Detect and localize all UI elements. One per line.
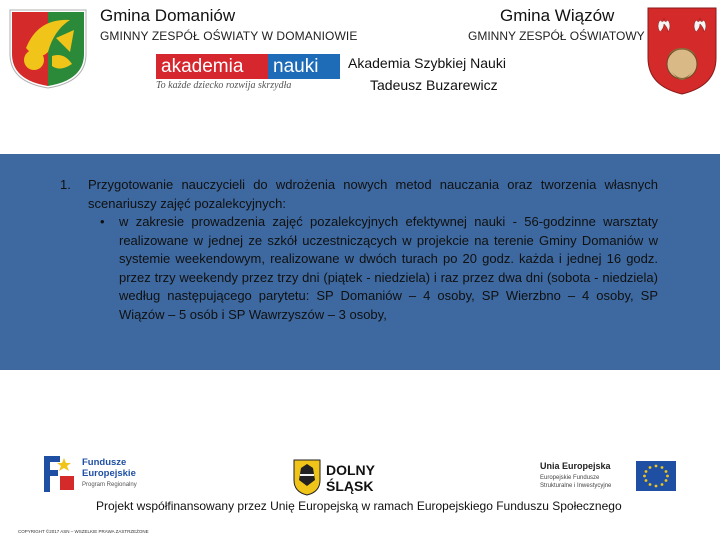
academy-author: Tadeusz Buzarewicz [370,77,498,93]
ds-line1: DOLNY [326,462,375,478]
bullet-item [88,213,658,324]
academy-title: Akademia Szybkiej Nauki [348,55,506,71]
fe-star-mark-icon [44,456,74,492]
logo-tagline: To każde dziecko rozwija skrzydła [156,80,292,91]
list-item-text: Przygotowanie nauczycieli do wdrożenia nowych metod nauczania oraz tworzenia własnych scenariuszy zajęć pozalekcyjnych: [88,177,658,211]
unia-europejska-logo [540,458,678,494]
content-list [60,176,658,324]
cofinancing-caption: Projekt współfinansowany przez Unię Europejską w ramach Europejskiego Funduszu Społecznego [96,499,622,513]
akademia-nauki-logo [156,54,344,94]
eu-flag-icon [636,461,676,491]
ds-line2: ŚLĄSK [326,478,374,494]
eu-line1: Unia Europejska [540,461,611,471]
eu-line3: Strukturalne i Inwestycyjne [540,483,612,489]
left-municipality-title: Gmina Domaniów [100,6,236,25]
logo-nauki-word: nauki [268,54,340,79]
bullet-marker: • [100,214,105,229]
fe-line2: Europejskie [82,468,136,479]
bullet-item-text: w zakresie prowadzenia zajęć pozalekcyjnych efektywnej nauki - 56-godzinne warsztaty realizowane w jednej ze szkół uczestniczących w projekcie na terenie Gminy Domaniów w systemie weekendowym, realizowane w dwóch turach po 20 godz. każda i jednej 16 godz. przez trzy weekendy przez trzy dni (piątek - niedziela) i raz przez dwa dni (sobota - niedziela) według następującego parytetu: SP Domaniów – 4 osoby, SP Wierzbno – 4 osoby, SP Wiązów – 5 osób i SP Wawrzyszów – 3 osoby, [119,214,658,322]
fe-line3: Program Regionalny [82,482,137,488]
copyright-notice: COPYRIGHT ©2017 ASN – WSZELKIE PRAWA ZASTRZEŻONE [18,529,149,534]
right-municipality-subtitle: GMINNY ZESPÓŁ OŚWIATOWY [468,29,645,43]
fe-line1: Fundusze [82,457,127,468]
gmina-wiazow-crest-icon [646,6,718,96]
left-municipality-subtitle: GMINNY ZESPÓŁ OŚWIATY W DOMANIOWIE [100,29,358,43]
logo-akademia-word: akademia [156,54,274,79]
gmina-domaniow-crest-icon [8,8,88,90]
fundusze-europejskie-logo [42,452,152,496]
list-item-number: 1. [60,177,71,192]
dolny-slask-logo [292,458,392,496]
eu-line2: Europejskie Fundusze [540,475,600,481]
eagle-shield-icon [294,460,320,495]
right-municipality-title: Gmina Wiązów [500,6,615,25]
